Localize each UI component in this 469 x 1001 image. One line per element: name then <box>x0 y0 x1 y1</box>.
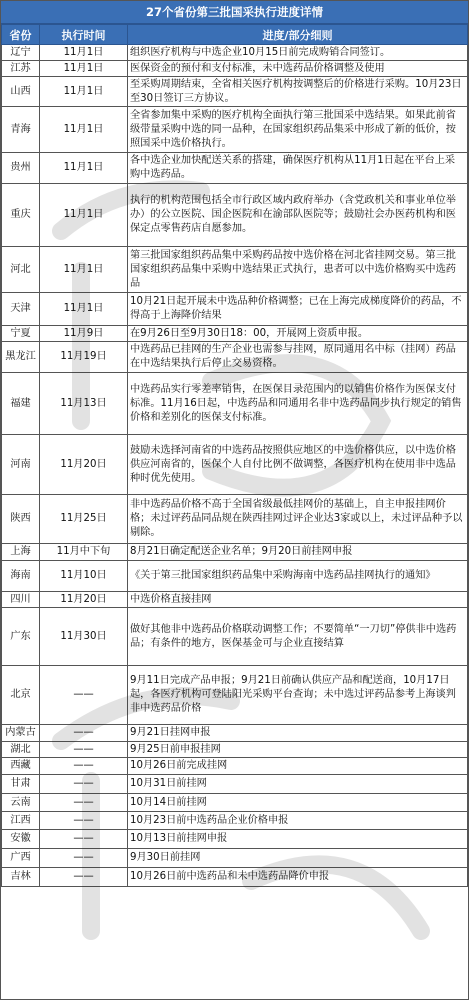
province-cell: 广东 <box>2 608 40 666</box>
execution-time-cell: —— <box>40 725 128 742</box>
province-cell: 云南 <box>2 794 40 812</box>
execution-time-cell: 11月13日 <box>40 373 128 435</box>
detail-cell: 《关于第三批国家组织药品集中采购海南中选药品挂网执行的通知》 <box>128 561 468 592</box>
execution-time-cell: 11月中下旬 <box>40 544 128 561</box>
province-cell: 重庆 <box>2 184 40 247</box>
table-row <box>2 725 468 742</box>
province-cell: 广西 <box>2 849 40 868</box>
detail-cell: 9月11日完成产品申报；9月21日前确认供应产品和配送商，10月17日起，各医疗机构可登陆阳光采购平台查询；未中选过评药品参考上海谈判非中选药品价格 <box>128 666 468 725</box>
province-cell: 宁夏 <box>2 326 40 342</box>
execution-time-cell: 11月1日 <box>40 184 128 247</box>
province-cell: 北京 <box>2 666 40 725</box>
execution-time-cell: 11月30日 <box>40 608 128 666</box>
execution-time-cell: 11月1日 <box>40 293 128 326</box>
execution-time-cell: 11月10日 <box>40 561 128 592</box>
table-row <box>2 435 468 495</box>
detail-cell: 10月26日前完成挂网 <box>128 758 468 775</box>
detail-cell: 9月30日前挂网 <box>128 849 468 868</box>
execution-time-cell: 11月20日 <box>40 592 128 608</box>
header-progress-details: 进度/部分细则 <box>128 25 468 45</box>
table-row <box>2 61 468 77</box>
province-cell: 甘肃 <box>2 775 40 794</box>
detail-cell: 第三批国家组织药品集中采购药品按中选价格在河北省挂网交易。第三批国家组织药品集中采购中选结果正式执行，患者可以中选价格购买中选药品 <box>128 247 468 293</box>
detail-cell: 鼓励未选择河南省的中选药品按照供应地区的中选价格供应，以中选价格供应河南省的，医保个人自付比例不做调整，各医疗机构在使用非中选品种时优先使用。 <box>128 435 468 495</box>
table-row <box>2 184 468 247</box>
province-cell: 江西 <box>2 812 40 830</box>
progress-table <box>1 24 468 887</box>
detail-cell: 9月21日挂网申报 <box>128 725 468 742</box>
province-cell: 黑龙江 <box>2 342 40 373</box>
detail-cell: 各中选企业加快配送关系的搭建，确保医疗机构从11月1日起在平台上采购中选药品。 <box>128 153 468 184</box>
execution-time-cell: 11月9日 <box>40 326 128 342</box>
execution-time-cell: —— <box>40 849 128 868</box>
execution-time-cell: 11月1日 <box>40 45 128 61</box>
detail-cell: 10月23日前中选药品企业价格申报 <box>128 812 468 830</box>
province-cell: 西藏 <box>2 758 40 775</box>
province-cell: 四川 <box>2 592 40 608</box>
table-row <box>2 794 468 812</box>
province-cell: 山西 <box>2 77 40 107</box>
table-row <box>2 812 468 830</box>
detail-cell: 至采购周期结束，全省相关医疗机构按调整后的价格进行采购。10月23日至30日签订三方协议。 <box>128 77 468 107</box>
province-cell: 内蒙古 <box>2 725 40 742</box>
detail-cell: 非中选药品价格不高于全国省级最低挂网价的基础上，自主申报挂网价格；未过评药品同品规在陕西挂网过评企业达3家或以上，未过评品种予以剔除。 <box>128 495 468 544</box>
detail-cell: 10月31日前挂网 <box>128 775 468 794</box>
detail-cell: 在9月26日至9月30日18：00，开展网上资质申报。 <box>128 326 468 342</box>
table-row <box>2 107 468 153</box>
table-row <box>2 775 468 794</box>
execution-time-cell: —— <box>40 830 128 849</box>
table-row <box>2 608 468 666</box>
table-row <box>2 247 468 293</box>
table-row <box>2 544 468 561</box>
detail-cell: 9月25日前申报挂网 <box>128 742 468 758</box>
table-row <box>2 830 468 849</box>
province-cell: 海南 <box>2 561 40 592</box>
province-cell: 福建 <box>2 373 40 435</box>
table-row <box>2 77 468 107</box>
province-cell: 上海 <box>2 544 40 561</box>
table-row <box>2 373 468 435</box>
header-execution-time: 执行时间 <box>40 25 128 45</box>
execution-time-cell: —— <box>40 868 128 887</box>
detail-cell: 医保资金的预付和支付标准，未中选药品价格调整及使用 <box>128 61 468 77</box>
table-row <box>2 758 468 775</box>
execution-time-cell: 11月20日 <box>40 435 128 495</box>
table-row <box>2 153 468 184</box>
detail-cell: 全省参加集中采购的医疗机构全面执行第三批国采中选结果。如果此前省级带量采购中选的同一品种，在国家组织药品集采中形成了新的低价，按照国采中选价格执行。 <box>128 107 468 153</box>
table-body <box>2 45 468 887</box>
province-cell: 天津 <box>2 293 40 326</box>
table-row <box>2 666 468 725</box>
province-cell: 湖北 <box>2 742 40 758</box>
province-cell: 贵州 <box>2 153 40 184</box>
table-row <box>2 326 468 342</box>
table-row <box>2 45 468 61</box>
table-row <box>2 293 468 326</box>
header-province: 省份 <box>2 25 40 45</box>
province-cell: 河北 <box>2 247 40 293</box>
province-cell: 陕西 <box>2 495 40 544</box>
detail-cell: 做好其他非中选药品价格联动调整工作；不要简单“一刀切”停供非中选药品；有条件的地方，医保基金可与企业直接结算 <box>128 608 468 666</box>
execution-time-cell: 11月1日 <box>40 247 128 293</box>
detail-cell: 执行的机构范围包括全市行政区域内政府举办（含党政机关和事业单位举办）的公立医院、国企医院和在渝部队医院等；鼓励社会办医药机构和医保定点零售药店自愿参加。 <box>128 184 468 247</box>
table-row <box>2 742 468 758</box>
execution-time-cell: 11月25日 <box>40 495 128 544</box>
province-cell: 安徽 <box>2 830 40 849</box>
table-title: 27个省份第三批国采执行进度详情 <box>1 1 468 24</box>
table-row <box>2 868 468 887</box>
execution-time-cell: 11月1日 <box>40 107 128 153</box>
province-cell: 青海 <box>2 107 40 153</box>
table-row <box>2 561 468 592</box>
province-cell: 江苏 <box>2 61 40 77</box>
detail-cell: 10月13日前挂网申报 <box>128 830 468 849</box>
execution-time-cell: 11月1日 <box>40 61 128 77</box>
table-row <box>2 495 468 544</box>
detail-cell: 中选药品已挂网的生产企业也需参与挂网，原同通用名中标（挂网）药品在中选结果执行后停止交易资格。 <box>128 342 468 373</box>
detail-cell: 10月14日前挂网 <box>128 794 468 812</box>
province-cell: 河南 <box>2 435 40 495</box>
table-row <box>2 849 468 868</box>
detail-cell: 组织医疗机构与中选企业10月15日前完成购销合同签订。 <box>128 45 468 61</box>
execution-time-cell: —— <box>40 794 128 812</box>
province-cell: 吉林 <box>2 868 40 887</box>
execution-time-cell: —— <box>40 742 128 758</box>
header-row <box>2 25 468 45</box>
detail-cell: 8月21日确定配送企业名单；9月20日前挂网申报 <box>128 544 468 561</box>
detail-cell: 中选价格直接挂网 <box>128 592 468 608</box>
province-cell: 辽宁 <box>2 45 40 61</box>
detail-cell: 10月21日起开展未中选品种价格调整；已在上海完成梯度降价的药品，不得高于上海降价结果 <box>128 293 468 326</box>
execution-time-cell: —— <box>40 775 128 794</box>
execution-time-cell: —— <box>40 758 128 775</box>
table-row <box>2 342 468 373</box>
detail-cell: 中选药品实行零差率销售，在医保目录范围内的以销售价格作为医保支付标准。11月16日起，中选药品和同通用名非中选药品同步执行规定的销售价格和差别化的医保支付标准。 <box>128 373 468 435</box>
detail-cell: 10月26日前中选药品和未中选药品降价申报 <box>128 868 468 887</box>
execution-time-cell: —— <box>40 812 128 830</box>
execution-time-cell: 11月1日 <box>40 77 128 107</box>
table-row <box>2 592 468 608</box>
execution-time-cell: 11月19日 <box>40 342 128 373</box>
execution-time-cell: —— <box>40 666 128 725</box>
execution-time-cell: 11月1日 <box>40 153 128 184</box>
